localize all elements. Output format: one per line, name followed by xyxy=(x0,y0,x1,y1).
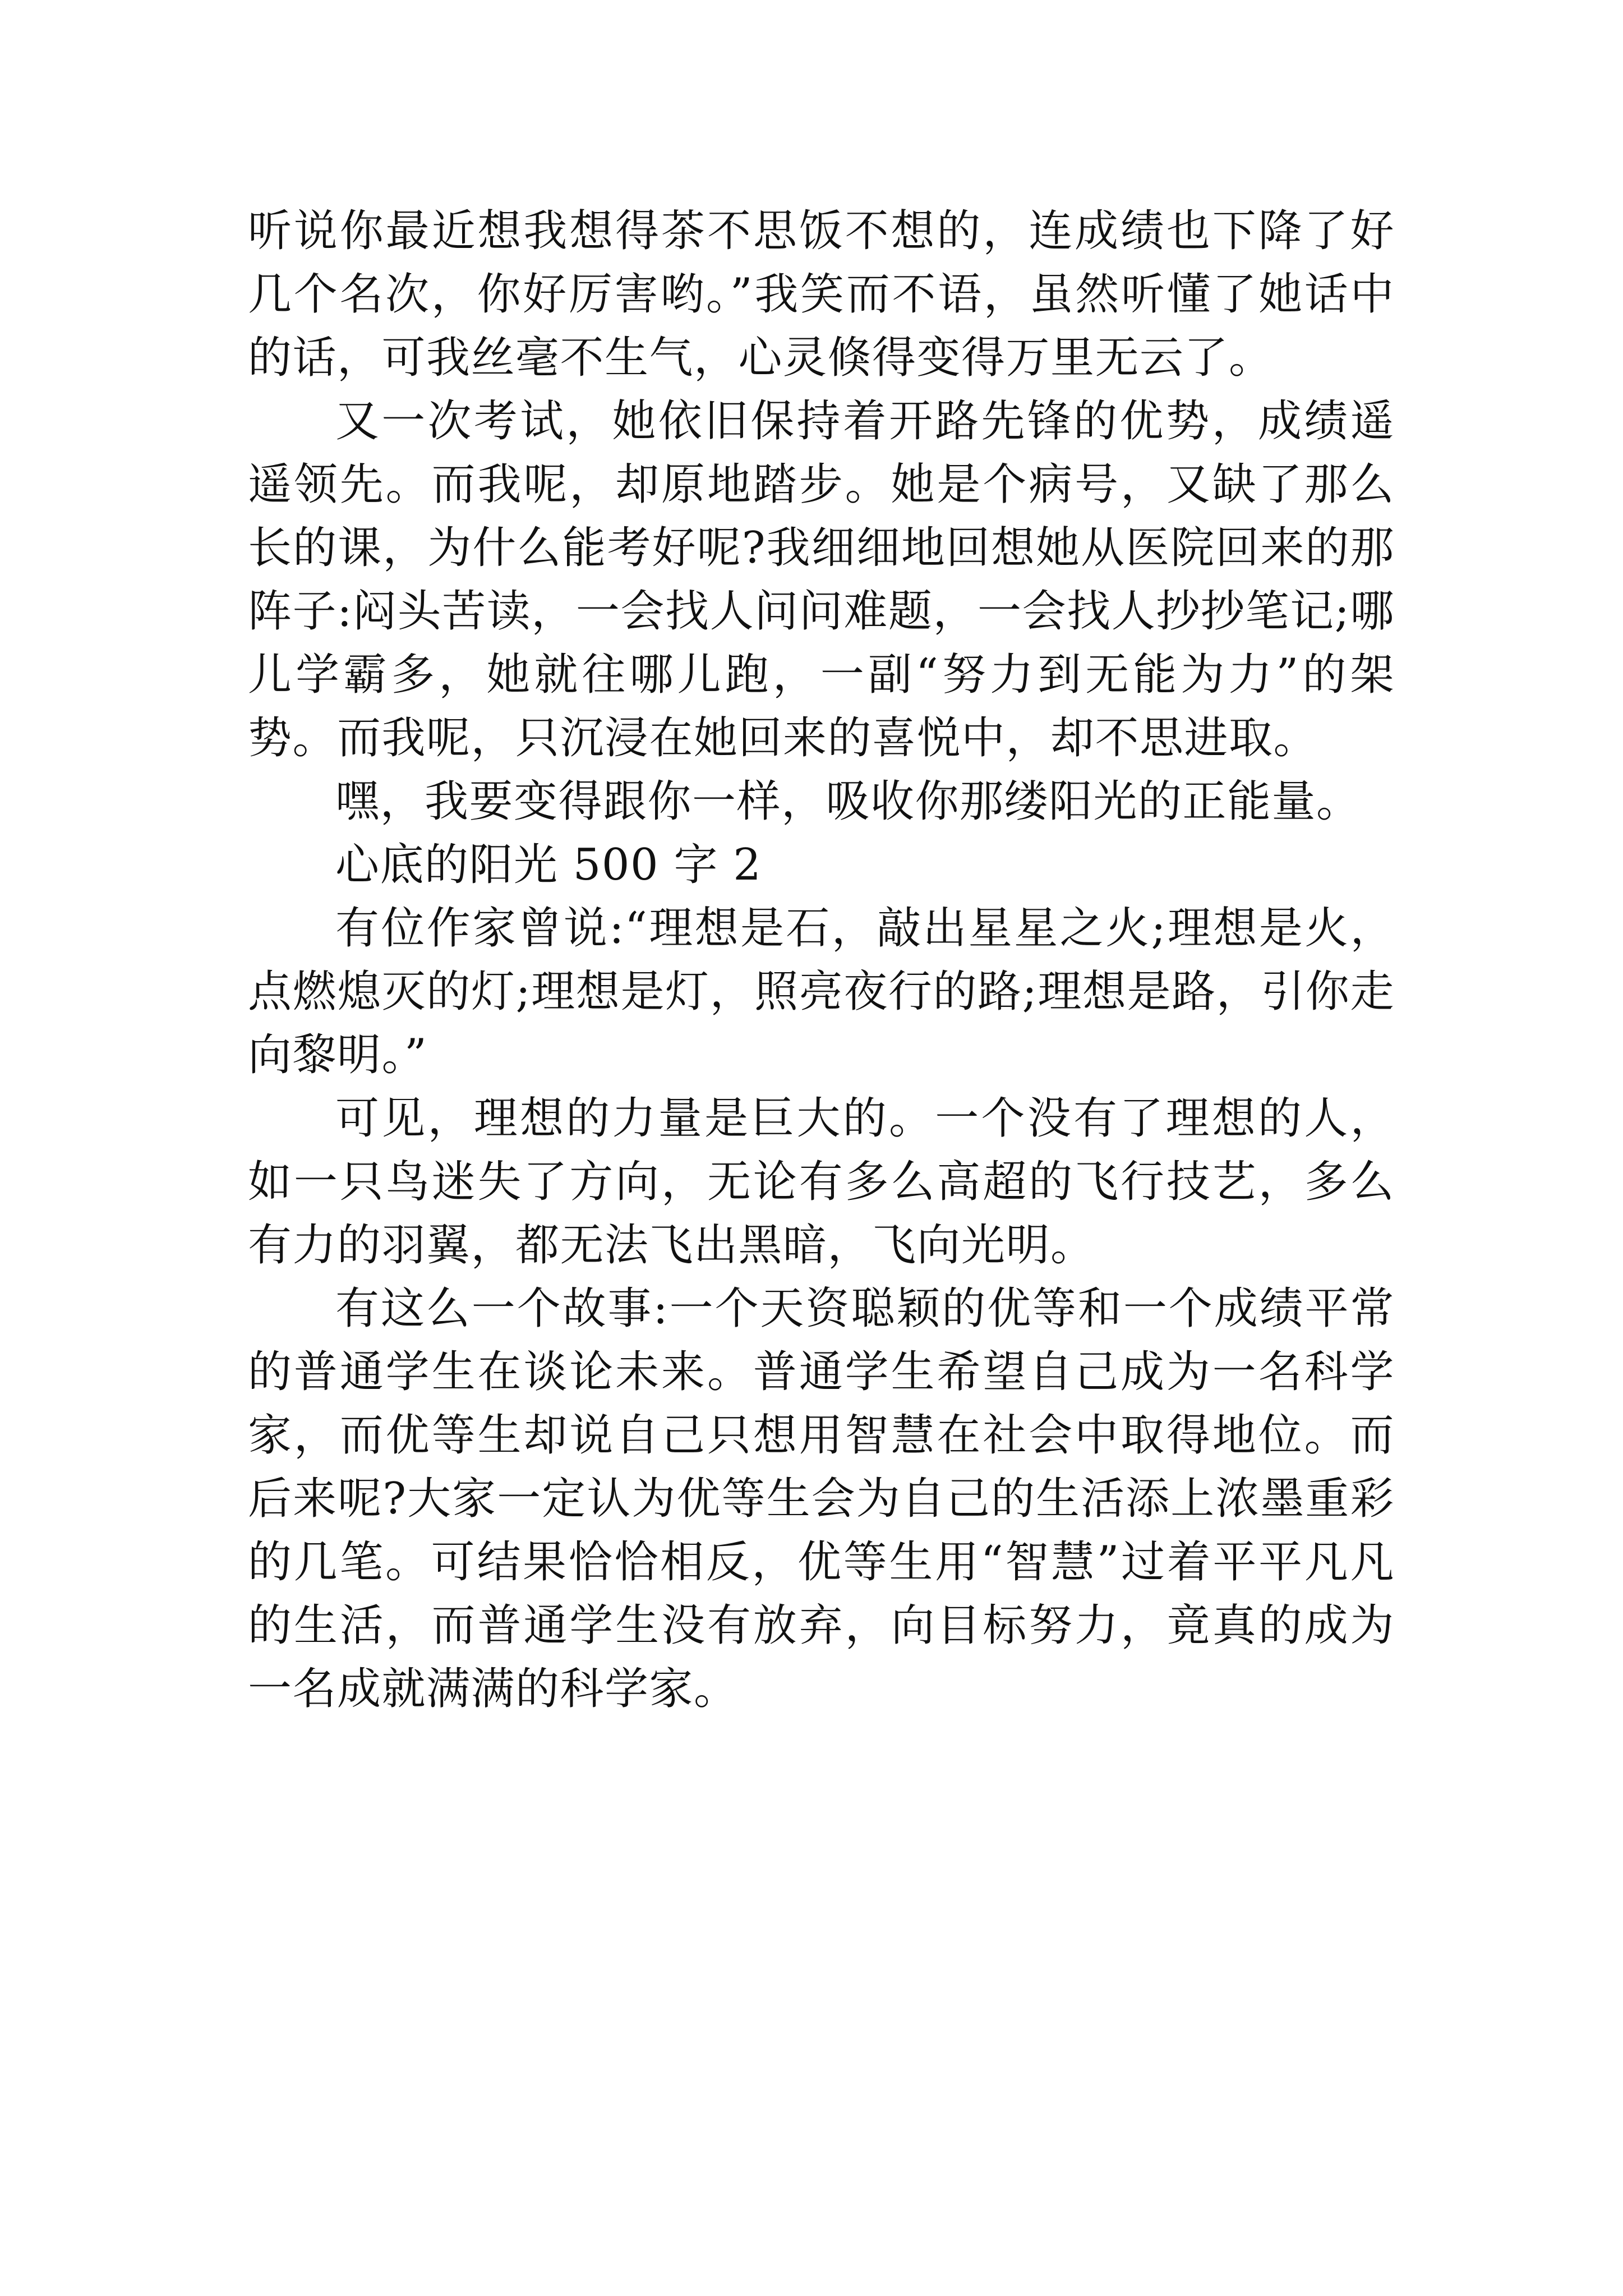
paragraph-writer-quote: 有位作家曾说:“理想是石，敲出星星之火;理想是火，点燃熄灭的灯;理想是灯，照亮夜行的路;理想是路，引你走向黎明。” xyxy=(248,903,1395,1080)
paragraph-story: 有这么一个故事:一个天资聪颖的优等和一个成绩平常的普通学生在谈论未来。普通学生希望自己成为一名科学家，而优等生却说自己只想用智慧在社会中取得地位。而后来呢?大家一定认为优等生会为自己的生活添上浓墨重彩的几笔。可结果恰恰相反，优等生用“智慧”过着平平凡凡的生活，而普通学生没有放弃，向目标努力，竟真的成为一名成就满满的科学家。 xyxy=(248,1283,1395,1714)
paragraph-exam: 又一次考试，她依旧保持着开路先锋的优势，成绩遥遥领先。而我呢，却原地踏步。她是个病号，又缺了那么长的课，为什么能考好呢?我细细地回想她从医院回来的那阵子:闷头苦读，一会找人问问难题，一会找人抄抄笔记;哪儿学霸多，她就往哪儿跑，一副“努力到无能为力”的架势。而我呢，只沉浸在她回来的喜悦中，却不思进取。 xyxy=(248,396,1395,763)
paragraph-continuation: 听说你最近想我想得茶不思饭不想的，连成绩也下降了好几个名次，你好厉害哟。”我笑而不语，虽然听懂了她话中的话，可我丝毫不生气，心灵倏得变得万里无云了。 xyxy=(248,206,1395,383)
document-body xyxy=(248,200,1395,1721)
paragraph-power-of-ideals: 可见，理想的力量是巨大的。一个没有了理想的人，如一只鸟迷失了方向，无论有多么高超的飞行技艺，多么有力的羽翼，都无法飞出黑暗，飞向光明。 xyxy=(248,1093,1395,1271)
section-heading: 心底的阳光 500 字 2 xyxy=(335,840,762,890)
paragraph-sunshine: 嘿，我要变得跟你一样，吸收你那缕阳光的正能量。 xyxy=(335,776,1361,827)
